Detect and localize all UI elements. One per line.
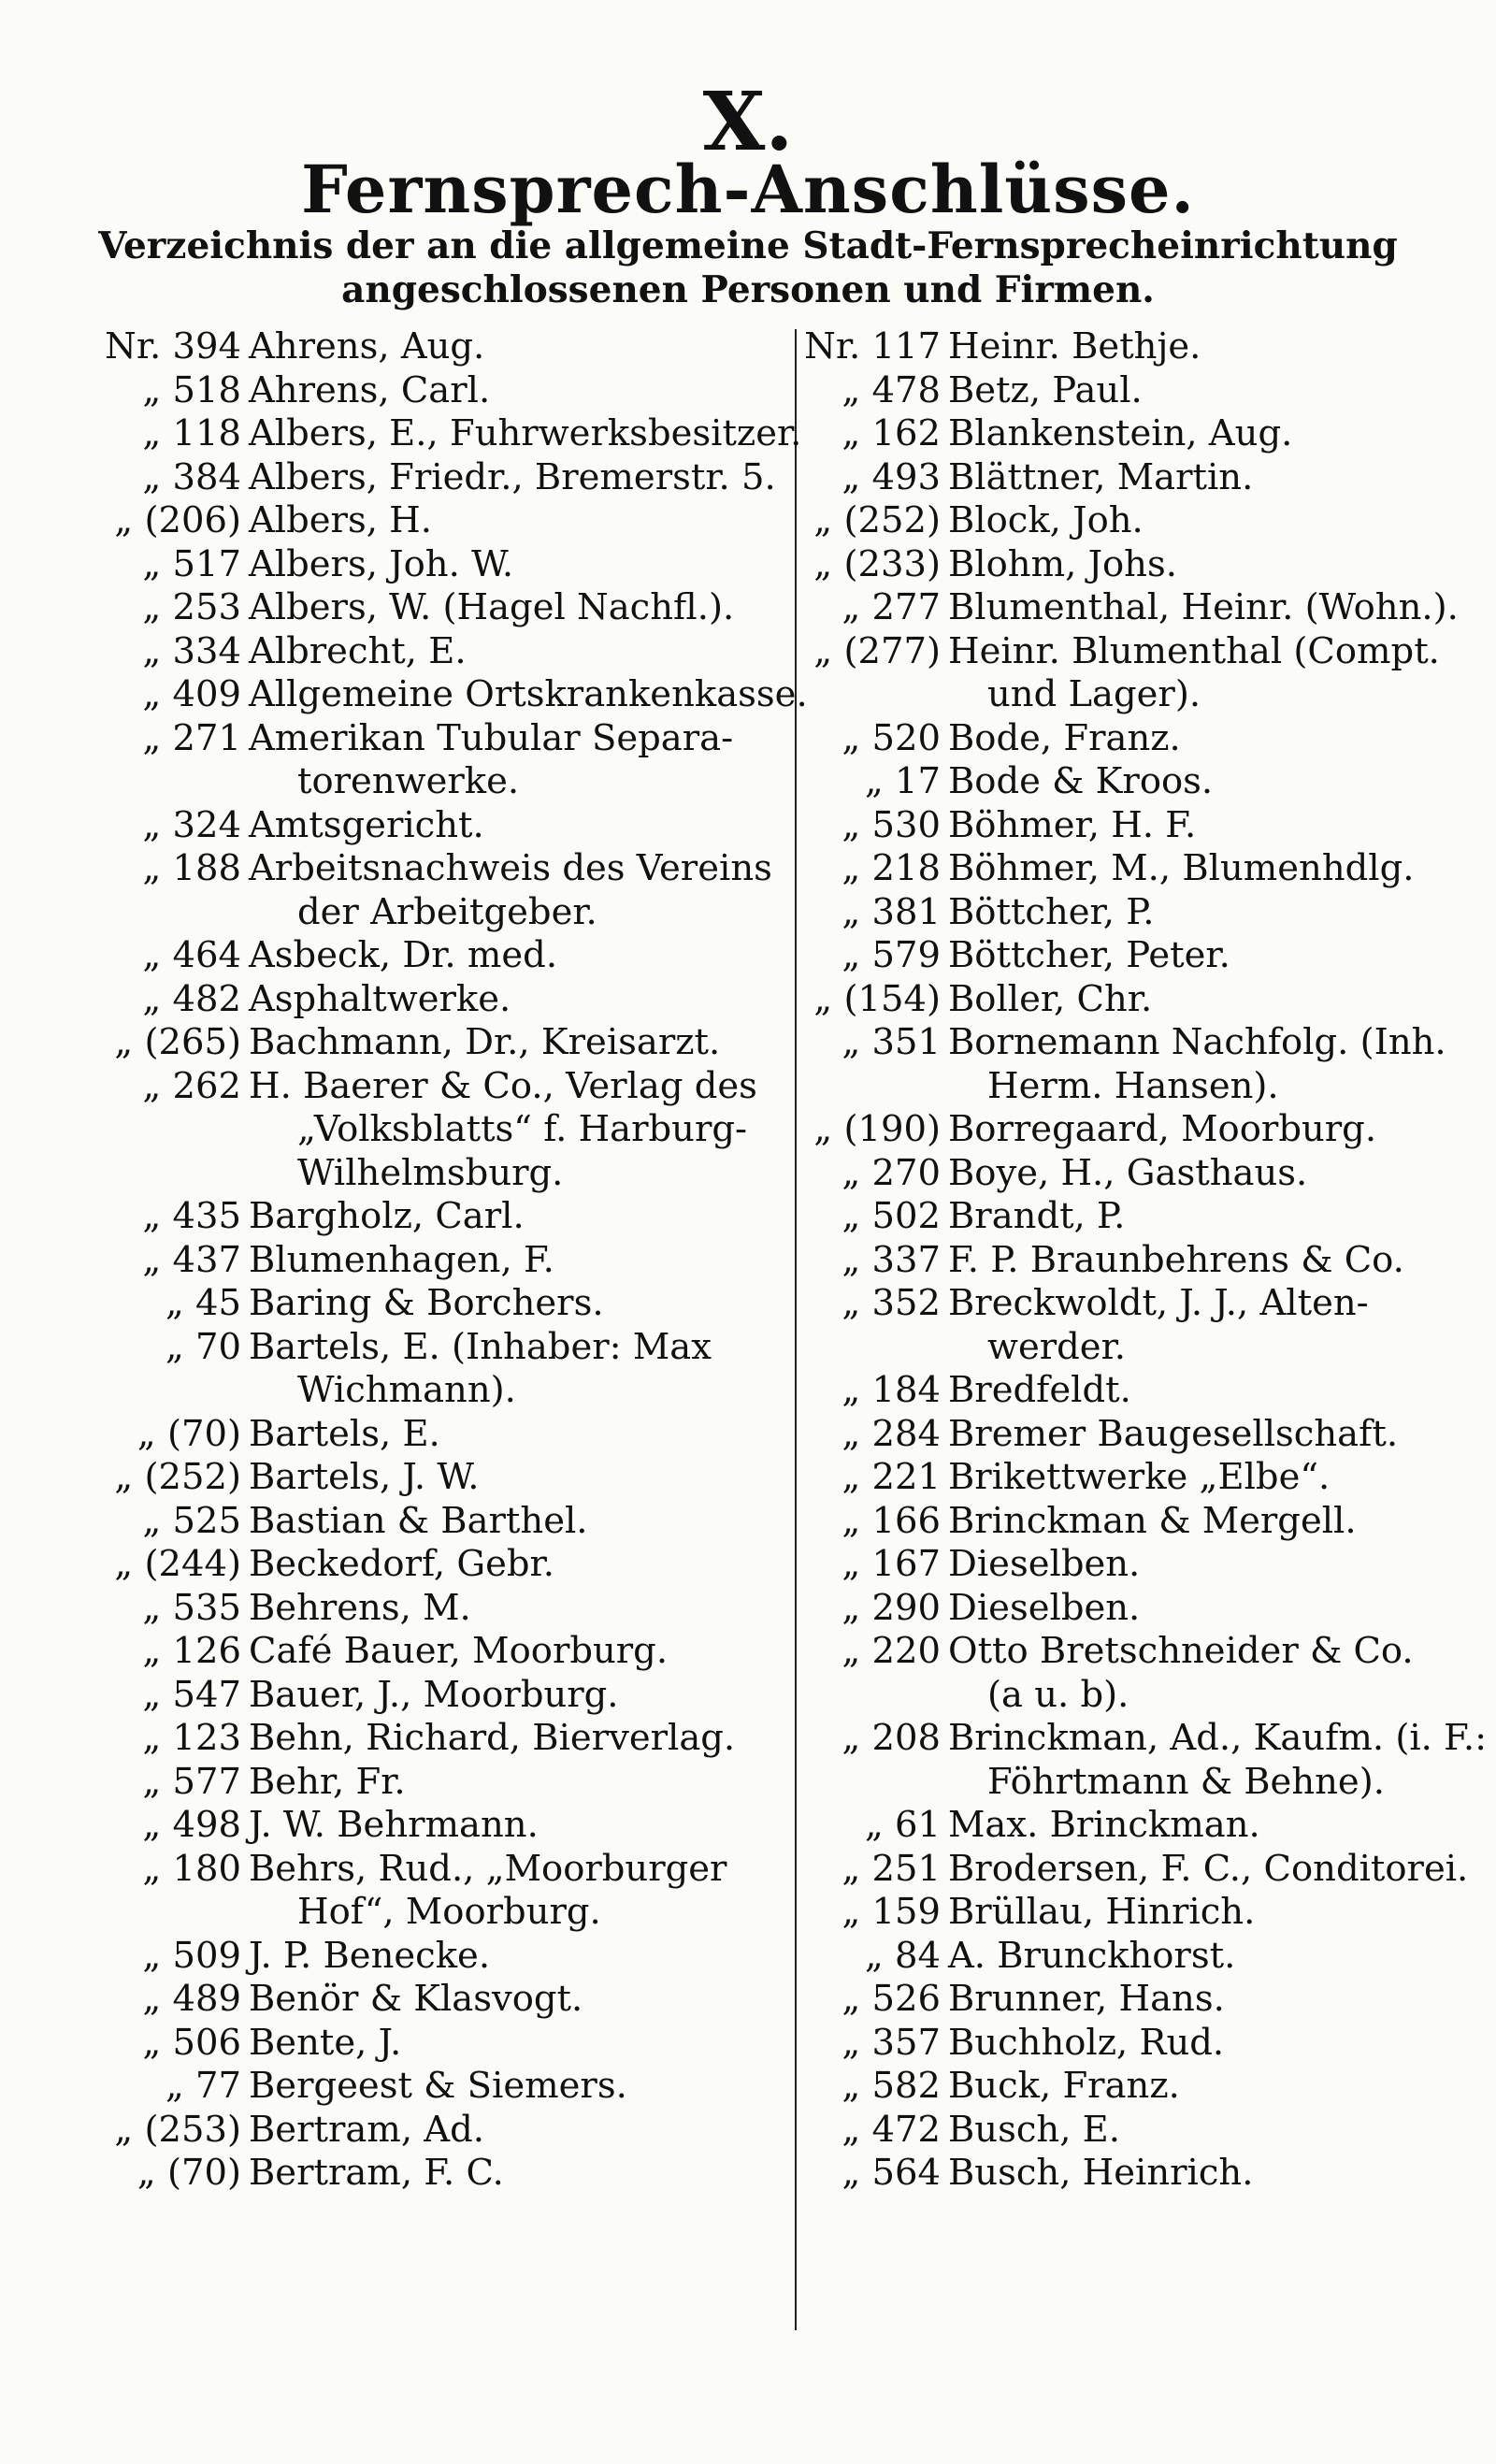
subscriber-name: Ahrens, Aug. — [249, 325, 485, 367]
phone-number: „ 437 — [142, 1238, 241, 1281]
subscriber-name: Behn, Richard, Bierverlag. — [249, 1717, 736, 1759]
phone-number: „ (252) — [114, 1456, 241, 1498]
directory-entry — [755, 1239, 1466, 1283]
subtitle-line-2: angeschlossenen Personen und Firmen. — [341, 268, 1155, 311]
phone-number: „ 220 — [842, 1630, 941, 1672]
phone-number: „ 520 — [842, 716, 941, 759]
subscriber-name: Borregaard, Moorburg. — [948, 1108, 1377, 1150]
phone-number: „ 45 — [165, 1282, 241, 1324]
phone-number: „ 270 — [842, 1151, 941, 1194]
subscriber-name-continuation: Wichmann). — [297, 1369, 516, 1411]
phone-number: „ 498 — [142, 1804, 241, 1846]
subscriber-name-continuation: und Lager). — [987, 673, 1201, 715]
phone-number: „ 126 — [142, 1630, 241, 1672]
subscriber-name: H. Baerer & Co., Verlag des — [249, 1064, 757, 1107]
subscriber-name: Blumenhagen, F. — [249, 1238, 554, 1281]
phone-number: „ 564 — [842, 2152, 941, 2194]
phone-number: „ 577 — [142, 1760, 241, 1803]
directory-entry — [755, 369, 1466, 413]
phone-number: „ 489 — [142, 1978, 241, 2020]
subscriber-name: Behrens, M. — [249, 1586, 471, 1629]
directory-entry — [755, 2022, 1466, 2066]
directory-entry — [755, 717, 1466, 761]
directory-entry — [755, 891, 1466, 935]
directory-entry — [73, 673, 808, 717]
subscriber-name: Bredfeldt. — [948, 1369, 1131, 1411]
subscriber-name: A. Brunckhorst. — [948, 1934, 1236, 1977]
subscriber-name: Betz, Paul. — [948, 368, 1143, 411]
phone-number: „ 253 — [142, 586, 241, 628]
phone-number: „ 525 — [142, 1499, 241, 1542]
subscriber-name: Bachmann, Dr., Kreisarzt. — [249, 1021, 721, 1063]
phone-number: „ 188 — [142, 847, 241, 889]
directory-entry — [73, 2022, 765, 2066]
directory-entry — [73, 2152, 765, 2196]
subscriber-name: Bremer Baugesellschaft. — [948, 1412, 1399, 1455]
left-column — [73, 325, 808, 2196]
subscriber-name: Albers, E., Fuhrwerksbesitzer. — [249, 412, 802, 454]
directory-entry — [755, 1413, 1466, 1457]
directory-entry — [755, 2109, 1466, 2153]
directory-entry — [73, 1587, 765, 1631]
subscriber-name: Blohm, Johs. — [948, 542, 1177, 585]
phone-number: „ 61 — [864, 1804, 941, 1846]
subscriber-name: Bartels, E. — [249, 1412, 440, 1455]
subscriber-name: Albers, Joh. W. — [249, 542, 514, 585]
phone-number: „ 251 — [842, 1847, 941, 1890]
phone-number: „ 123 — [142, 1717, 241, 1759]
section-number: X. — [702, 75, 794, 169]
subscriber-name-continuation: Hof“, Moorburg. — [297, 1891, 601, 1933]
phone-number: „ (277) — [813, 629, 941, 672]
subscriber-name: Breckwoldt, J. J., Alten- — [948, 1282, 1369, 1324]
subscriber-name: Buck, Franz. — [948, 2065, 1180, 2107]
phone-number: „ 478 — [842, 368, 941, 411]
phone-number: „ 221 — [842, 1456, 941, 1498]
directory-entry — [755, 325, 1466, 369]
phone-number: „ 357 — [842, 2021, 941, 2064]
subscriber-name: Brüllau, Hinrich. — [948, 1891, 1256, 1933]
subscriber-name: Albers, Friedr., Bremerstr. 5. — [249, 455, 776, 498]
subscriber-name-continuation: (a u. b). — [987, 1673, 1129, 1716]
subscriber-name: Heinr. Blumenthal (Compt. — [948, 629, 1440, 672]
subscriber-name: Bertram, F. C. — [249, 2152, 504, 2194]
directory-entry — [755, 499, 1466, 543]
directory-entry — [73, 847, 772, 934]
directory-entry — [755, 1108, 1466, 1152]
phone-number: „ (154) — [813, 977, 941, 1020]
subscriber-name: Block, Joh. — [948, 499, 1144, 541]
directory-entry — [73, 1674, 765, 1718]
directory-entry — [755, 1152, 1466, 1196]
phone-number: „ 262 — [142, 1064, 241, 1107]
phone-number: „ 284 — [842, 1412, 941, 1455]
phone-number: „ 290 — [842, 1586, 941, 1629]
subscriber-name: Baring & Borchers. — [249, 1282, 604, 1324]
subscriber-name: Amtsgericht. — [249, 803, 484, 846]
directory-entry — [755, 804, 1466, 848]
subscriber-name: Bente, J. — [249, 2021, 402, 2064]
phone-number: „ 162 — [842, 412, 941, 454]
subscriber-name: Bornemann Nachfolg. (Inh. — [948, 1021, 1446, 1063]
subscriber-name: Brunner, Hans. — [948, 1978, 1225, 2020]
subscriber-name: Böhmer, H. F. — [948, 803, 1197, 846]
phone-number: „ 482 — [142, 977, 241, 1020]
directory-entry — [755, 847, 1466, 891]
directory-entry — [755, 1717, 1488, 1804]
subscriber-name: Brodersen, F. C., Conditorei. — [948, 1847, 1469, 1890]
phone-number: „ (233) — [813, 542, 941, 585]
subscriber-name: Café Bauer, Moorburg. — [249, 1630, 669, 1672]
subscriber-name: Arbeitsnachweis des Vereins — [249, 847, 772, 889]
phone-number: „ 352 — [842, 1282, 941, 1324]
phone-number: „ 17 — [864, 760, 941, 802]
subscriber-name: Bargholz, Carl. — [249, 1195, 525, 1237]
directory-entry — [755, 1500, 1466, 1544]
directory-entry — [755, 543, 1466, 587]
subscriber-name: Amerikan Tubular Separa- — [249, 716, 734, 759]
directory-entry — [73, 499, 765, 543]
subscriber-name: Behr, Fr. — [249, 1760, 406, 1803]
directory-entry — [755, 1195, 1466, 1239]
directory-entry — [73, 717, 765, 804]
directory-entry — [755, 934, 1466, 978]
phone-number: „ 70 — [165, 1325, 241, 1368]
directory-entry — [73, 1326, 765, 1413]
phone-number: „ (265) — [114, 1021, 241, 1063]
subscriber-name: Asphaltwerke. — [249, 977, 511, 1020]
phone-number: „ 324 — [142, 803, 241, 846]
phone-number: „ 535 — [142, 1586, 241, 1629]
subscriber-name: Böttcher, Peter. — [948, 934, 1230, 976]
phone-number: „ 337 — [842, 1238, 941, 1281]
directory-entry — [755, 2152, 1466, 2196]
phone-number: „ 218 — [842, 847, 941, 889]
phone-number: „ 493 — [842, 455, 941, 498]
directory-entry — [73, 1848, 765, 1935]
directory-entry — [755, 1021, 1466, 1108]
phone-number: „ 518 — [142, 368, 241, 411]
directory-entry — [73, 1456, 765, 1500]
directory-entry — [73, 1935, 765, 1979]
subscriber-name: Brandt, P. — [948, 1195, 1126, 1237]
subscriber-name: F. P. Braunbehrens & Co. — [948, 1238, 1404, 1281]
directory-entry — [73, 1978, 765, 2022]
phone-number: „ 84 — [864, 1934, 941, 1977]
phone-number: „ (244) — [114, 1543, 241, 1585]
directory-entry — [755, 1456, 1466, 1500]
directory-entry — [73, 934, 765, 978]
subscriber-name-continuation: „Volksblatts“ f. Harburg- — [297, 1108, 748, 1150]
directory-entry — [73, 325, 765, 369]
directory-entry — [755, 1369, 1466, 1413]
phone-number: „ 271 — [142, 716, 241, 759]
subscriber-name: Bastian & Barthel. — [249, 1499, 588, 1542]
subscriber-name: Böhmer, M., Blumenhdlg. — [948, 847, 1415, 889]
directory-entry — [755, 412, 1466, 456]
subscriber-name-continuation: Föhrtmann & Behne). — [987, 1760, 1385, 1803]
phone-number: „ 159 — [842, 1891, 941, 1933]
phone-number: „ 208 — [842, 1717, 941, 1759]
directory-entry — [73, 1282, 765, 1326]
phone-number: „ (206) — [114, 499, 241, 541]
subscriber-name-continuation: torenwerke. — [297, 760, 520, 802]
page-title: Fernsprech-Anschlüsse. — [301, 151, 1195, 228]
subscriber-name-continuation: Herm. Hansen). — [987, 1064, 1279, 1107]
phone-number: Nr. 117 — [804, 325, 941, 367]
directory-entry — [755, 1978, 1466, 2022]
directory-entry — [755, 1282, 1466, 1369]
phone-number: „ (252) — [813, 499, 941, 541]
directory-entry — [73, 2109, 765, 2153]
phone-number: „ 582 — [842, 2065, 941, 2107]
directory-entry — [73, 543, 765, 587]
phone-number: Nr. 394 — [105, 325, 241, 367]
subscriber-name: Blättner, Martin. — [948, 455, 1254, 498]
directory-entry — [73, 1717, 765, 1761]
phone-number: „ 334 — [142, 629, 241, 672]
phone-number: „ 384 — [142, 455, 241, 498]
directory-entry — [755, 1847, 1469, 1892]
subscriber-name: J. P. Benecke. — [249, 1934, 491, 1977]
subscriber-name: Benör & Klasvogt. — [249, 1978, 583, 2020]
phone-number: „ (70) — [137, 2152, 241, 2194]
directory-entry — [755, 978, 1466, 1022]
subscriber-name: Blankenstein, Aug. — [948, 412, 1293, 454]
phone-number: „ 472 — [842, 2108, 941, 2151]
phone-number: „ (253) — [114, 2108, 241, 2151]
phone-number: „ 502 — [842, 1195, 941, 1237]
phone-number: „ 166 — [842, 1499, 941, 1542]
directory-entry — [755, 1804, 1466, 1848]
phone-number: „ 409 — [142, 673, 241, 715]
subscriber-name: Albers, H. — [249, 499, 432, 541]
phone-number: „ 184 — [842, 1369, 941, 1411]
phone-number: „ 381 — [842, 890, 941, 933]
phone-number: „ 547 — [142, 1673, 241, 1716]
phone-number: „ 579 — [842, 934, 941, 976]
phone-number: „ 530 — [842, 803, 941, 846]
directory-entry — [73, 2065, 765, 2109]
directory-entry — [73, 1065, 765, 1196]
subscriber-name: Busch, E. — [948, 2108, 1121, 2151]
subscriber-name: Albrecht, E. — [249, 629, 467, 672]
phone-number: „ 435 — [142, 1195, 241, 1237]
subscriber-name: Bode, Franz. — [948, 716, 1181, 759]
phone-number: „ 517 — [142, 542, 241, 585]
subscriber-name: Bertram, Ad. — [249, 2108, 484, 2151]
subscriber-name-continuation: Wilhelmsburg. — [297, 1151, 564, 1194]
directory-entry — [755, 630, 1466, 717]
directory-entry — [73, 1500, 765, 1544]
directory-entry — [755, 2065, 1466, 2109]
subscriber-name: Brinckman, Ad., Kaufm. (i. F.: — [948, 1717, 1488, 1759]
phone-number: „ 77 — [165, 2065, 241, 2107]
directory-entry — [73, 455, 776, 500]
subtitle-line-1: Verzeichnis der an die allgemeine Stadt-Fernsprecheinrichtung — [98, 224, 1398, 267]
subscriber-name: Brinckman & Mergell. — [948, 1499, 1357, 1542]
subscriber-name: J. W. Behrmann. — [249, 1804, 539, 1846]
right-column — [755, 325, 1488, 2196]
subscriber-name: Blumenthal, Heinr. (Wohn.). — [948, 586, 1459, 628]
directory-entry — [73, 804, 765, 848]
phone-number: „ 464 — [142, 934, 241, 976]
phone-number: „ 351 — [842, 1021, 941, 1063]
directory-entry — [73, 1413, 765, 1457]
subscriber-name: Bartels, J. W. — [249, 1456, 480, 1498]
directory-entry — [73, 1543, 765, 1587]
directory-entry — [73, 1761, 765, 1805]
subscriber-name: Bode & Kroos. — [948, 760, 1214, 802]
directory-entry — [755, 1630, 1466, 1717]
phone-number: „ 277 — [842, 586, 941, 628]
subscriber-name: Buchholz, Rud. — [948, 2021, 1225, 2064]
phone-number: „ 118 — [142, 412, 241, 454]
directory-entry — [755, 456, 1466, 500]
phone-number: „ (190) — [813, 1108, 941, 1150]
directory-entry — [755, 760, 1466, 804]
directory-entry — [73, 586, 765, 630]
subscriber-name: Albers, W. (Hagel Nachfl.). — [249, 586, 735, 628]
subscriber-name: Böttcher, P. — [948, 890, 1155, 933]
subscriber-name: Bergeest & Siemers. — [249, 2065, 627, 2107]
subscriber-name: Otto Bretschneider & Co. — [948, 1630, 1414, 1672]
directory-entry — [755, 1891, 1466, 1935]
directory-entry — [755, 1935, 1466, 1979]
subscriber-name: Boller, Chr. — [948, 977, 1153, 1020]
phone-number: „ 526 — [842, 1978, 941, 2020]
directory-entry — [73, 369, 765, 413]
phone-number: „ 509 — [142, 1934, 241, 1977]
phone-number: „ 506 — [142, 2021, 241, 2064]
directory-entry — [73, 630, 765, 674]
subscriber-name: Allgemeine Ortskrankenkasse. — [249, 673, 808, 715]
subscriber-name: Beckedorf, Gebr. — [249, 1543, 554, 1585]
subscriber-name: Heinr. Bethje. — [948, 325, 1201, 367]
subscriber-name: Boye, H., Gasthaus. — [948, 1151, 1308, 1194]
directory-entry — [73, 1021, 765, 1065]
directory-entry — [73, 1195, 765, 1239]
subscriber-name: Max. Brinckman. — [948, 1804, 1260, 1846]
subscriber-name: Busch, Heinrich. — [948, 2152, 1254, 2194]
phone-number: „ (70) — [137, 1412, 241, 1455]
subscriber-name-continuation: der Arbeitgeber. — [297, 890, 597, 933]
directory-entry — [73, 978, 765, 1022]
subscriber-name: Brikettwerke „Elbe“. — [948, 1456, 1331, 1498]
directory-entry — [73, 1239, 765, 1283]
subscriber-name: Behrs, Rud., „Moorburger — [249, 1847, 727, 1890]
page-subtitle — [0, 224, 1496, 312]
phone-number: „ 167 — [842, 1543, 941, 1585]
subscriber-name: Dieselben. — [948, 1586, 1141, 1629]
directory-entry — [73, 412, 802, 456]
subscriber-name: Dieselben. — [948, 1543, 1141, 1585]
directory-entry — [73, 1630, 765, 1674]
directory-entry — [73, 1804, 765, 1848]
subscriber-name-continuation: werder. — [987, 1325, 1126, 1368]
subscriber-name: Bauer, J., Moorburg. — [249, 1673, 619, 1716]
subscriber-name: Ahrens, Carl. — [249, 368, 491, 411]
directory-entry — [755, 586, 1466, 630]
phone-number: „ 180 — [142, 1847, 241, 1890]
directory-entry — [755, 1543, 1466, 1587]
subscriber-name: Bartels, E. (Inhaber: Max — [249, 1325, 712, 1368]
subscriber-name: Asbeck, Dr. med. — [249, 934, 558, 976]
directory-entry — [755, 1587, 1466, 1631]
